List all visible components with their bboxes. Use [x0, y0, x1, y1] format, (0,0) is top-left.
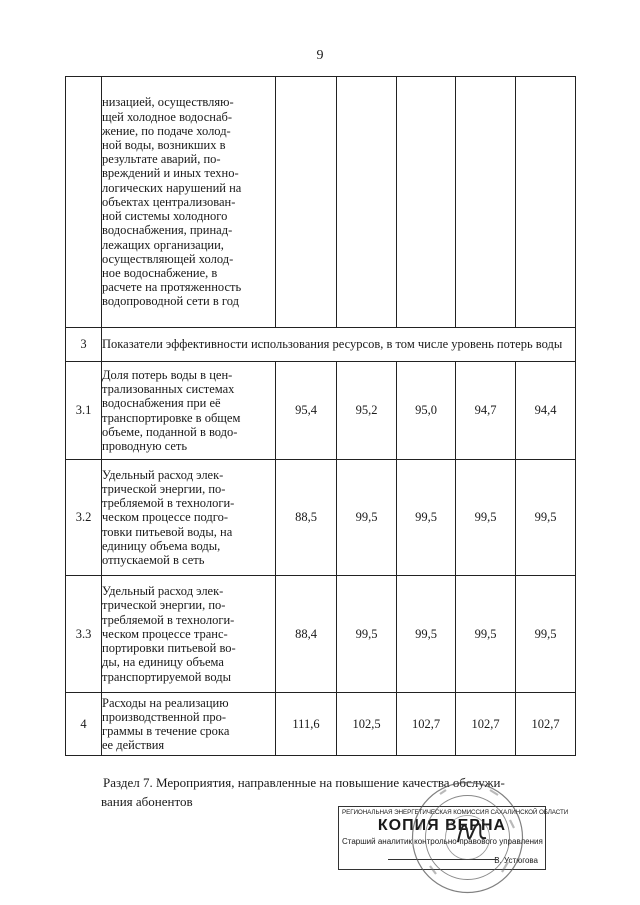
value-cell: 99,5 — [516, 576, 576, 693]
value-cell: 94,4 — [516, 362, 576, 460]
value-cell — [397, 77, 456, 328]
indicator-description: низацией, осуществляю- щей холодное водоснаб- жение, по подаче холод- ной воды, возникших в результате аварий, по- вреждений и иных техно- логических нарушений на объектах централизован- ной системы холодного водоснабжения, принад- лежащих организации, осуществляющей холод- ное водоснабжение, в расчете на протяженность водопроводной сети в год — [102, 77, 276, 328]
row-number: 3.3 — [66, 576, 102, 693]
value-cell: 95,2 — [337, 362, 397, 460]
section-heading: Раздел 7. Мероприятия, направленные на повышение качества обслужи- вания абонентов — [101, 775, 505, 809]
indicators-table — [65, 76, 576, 756]
value-cell — [516, 77, 576, 328]
table-row — [66, 576, 576, 693]
value-cell: 102,7 — [397, 693, 456, 756]
indicator-description: Доля потерь воды в цен- трализованных системах водоснабжения при её транспортировке в общем объеме, поданной в водо- проводную сеть — [102, 362, 276, 460]
value-cell: 102,7 — [456, 693, 516, 756]
row-number: 3 — [66, 328, 102, 362]
table-section-row — [66, 328, 576, 362]
signature-icon — [452, 812, 492, 852]
stamp-position: Старший аналитик контрольно-правового управления — [342, 837, 543, 846]
stamp-name: В. Устюгова — [494, 856, 538, 865]
value-cell: 102,5 — [337, 693, 397, 756]
value-cell — [276, 77, 337, 328]
stamp-organization: РЕГИОНАЛЬНАЯ ЭНЕРГЕТИЧЕСКАЯ КОМИССИЯ САХАЛИНСКОЙ ОБЛАСТИ — [342, 809, 569, 816]
table-row — [66, 77, 576, 328]
table-row — [66, 693, 576, 756]
value-cell: 111,6 — [276, 693, 337, 756]
value-cell: 88,5 — [276, 460, 337, 576]
table-row — [66, 362, 576, 460]
row-number: 3.1 — [66, 362, 102, 460]
value-cell: 99,5 — [397, 576, 456, 693]
value-cell: 99,5 — [397, 460, 456, 576]
table-row — [66, 460, 576, 576]
indicator-description: Удельный расход элек- трической энергии, по- требляемой в технологи- ческом процессе транс- портировки питьевой во- ды, на единицу объема транспортируемой воды — [102, 576, 276, 693]
value-cell: 99,5 — [516, 460, 576, 576]
stamp-title: КОПИЯ ВЕРНА — [377, 817, 507, 834]
row-number: 4 — [66, 693, 102, 756]
value-cell: 99,5 — [456, 576, 516, 693]
row-number — [66, 77, 102, 328]
value-cell: 95,4 — [276, 362, 337, 460]
value-cell: 102,7 — [516, 693, 576, 756]
value-cell: 99,5 — [337, 460, 397, 576]
value-cell: 94,7 — [456, 362, 516, 460]
value-cell: 99,5 — [337, 576, 397, 693]
value-cell: 99,5 — [456, 460, 516, 576]
page-number: 9 — [316, 48, 324, 63]
value-cell — [337, 77, 397, 328]
section-header: Показатели эффективности использования ресурсов, в том числе уровень потерь воды — [102, 328, 576, 362]
value-cell: 95,0 — [397, 362, 456, 460]
value-cell: 88,4 — [276, 576, 337, 693]
row-number: 3.2 — [66, 460, 102, 576]
indicator-description: Удельный расход элек- трической энергии, по- требляемой в технологи- ческом процессе подго- товки питьевой воды, на единицу объема воды, отпускаемой в сеть — [102, 460, 276, 576]
indicator-description: Расходы на реализацию производственной про- граммы в течение срока ее действия — [102, 693, 276, 756]
value-cell — [456, 77, 516, 328]
